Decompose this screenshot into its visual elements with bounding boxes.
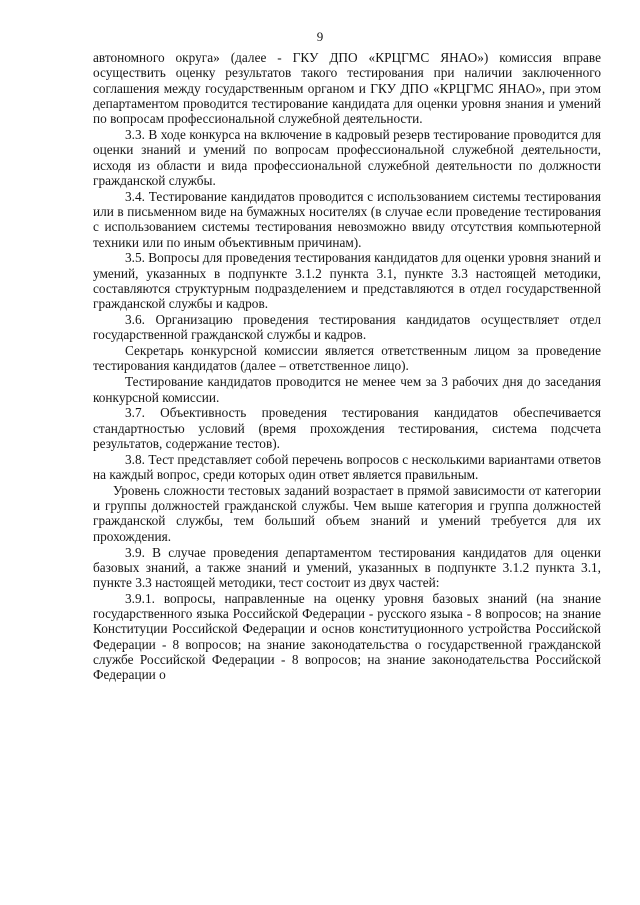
- paragraph-3-6: 3.6. Организацию проведения тестирования кандидатов осуществляет отдел государственной гражданской службы и кадров.: [93, 312, 601, 343]
- paragraph-3-3: 3.3. В ходе конкурса на включение в кадровый резерв тестирование проводится для оценки знаний и умений по вопросам профессиональной служебной деятельности, исходя из области и вида профессиональной служебной деятельности по должности гражданской службы.: [93, 126, 601, 188]
- paragraph-3-9-1: 3.9.1. вопросы, направленные на оценку уровня базовых знаний (на знание государственного языка Российской Федерации - русского языка - 8 вопросов; на знание Конституции Российской Федерации и основ конституционного устройства Российской Федерации - 8 вопросов; на знание законодательства о государственной гражданской службе Российской Федерации - 8 вопросов; на знание законодательства Российской Федерации о: [93, 590, 601, 683]
- page-number: 9: [316, 29, 324, 44]
- paragraph-intro-continuation: автономного округа» (далее - ГКУ ДПО «КРЦГМС ЯНАО») комиссия вправе осуществить оценку результатов такого тестирования при наличии заключенного соглашения между государственным органом и ГКУ ДПО «КРЦГМС ЯНАО», при этом департаментом проводится тестирование кандидата для оценки уровня знания и умений по вопросам профессиональной служебной деятельности.: [93, 50, 601, 127]
- paragraph-3-5: 3.5. Вопросы для проведения тестирования кандидатов для оценки уровня знаний и умений, указанных в подпункте 3.1.2 пункта 3.1, пункте 3.3 настоящей методики, составляются структурным подразделением и представляются в отдел государственной гражданской службы и кадров.: [93, 250, 601, 312]
- paragraph-difficulty-level: Уровень сложности тестовых заданий возрастает в прямой зависимости от категории и группы должностей гражданской службы. Чем выше категория и группа должностей гражданской службы, тем больший объем знаний и умений требуется для их прохождения.: [93, 482, 601, 544]
- paragraph-3-9: 3.9. В случае проведения департаментом тестирования кандидатов для оценки базовых знаний, а также знаний и умений, указанных в подпункте 3.1.2 пункта 3.1, пункте 3.3 настоящей методики, тест состоит из двух частей:: [93, 544, 601, 591]
- paragraph-testing-deadline: Тестирование кандидатов проводится не менее чем за 3 рабочих дня до заседания конкурсной комиссии.: [93, 374, 601, 405]
- paragraph-3-8: 3.8. Тест представляет собой перечень вопросов с несколькими вариантами ответов на каждый вопрос, среди которых один ответ является правильным.: [93, 451, 601, 483]
- paragraph-secretary: Секретарь конкурсной комиссии является ответственным лицом за проведение тестирования кандидатов (далее – ответственное лицо).: [93, 343, 601, 374]
- paragraph-3-7: 3.7. Объективность проведения тестирования кандидатов обеспечивается стандартностью условий (время прохождения тестирования, система подсчета результатов, содержание тестов).: [93, 405, 601, 451]
- paragraph-3-4: 3.4. Тестирование кандидатов проводится с использованием системы тестирования или в письменном виде на бумажных носителях (в случае если проведение тестирования с использованием системы тестирования невозможно ввиду отсутствия компьютерной техники или по иным объективным причинам).: [93, 188, 601, 250]
- document-body: [93, 50, 601, 683]
